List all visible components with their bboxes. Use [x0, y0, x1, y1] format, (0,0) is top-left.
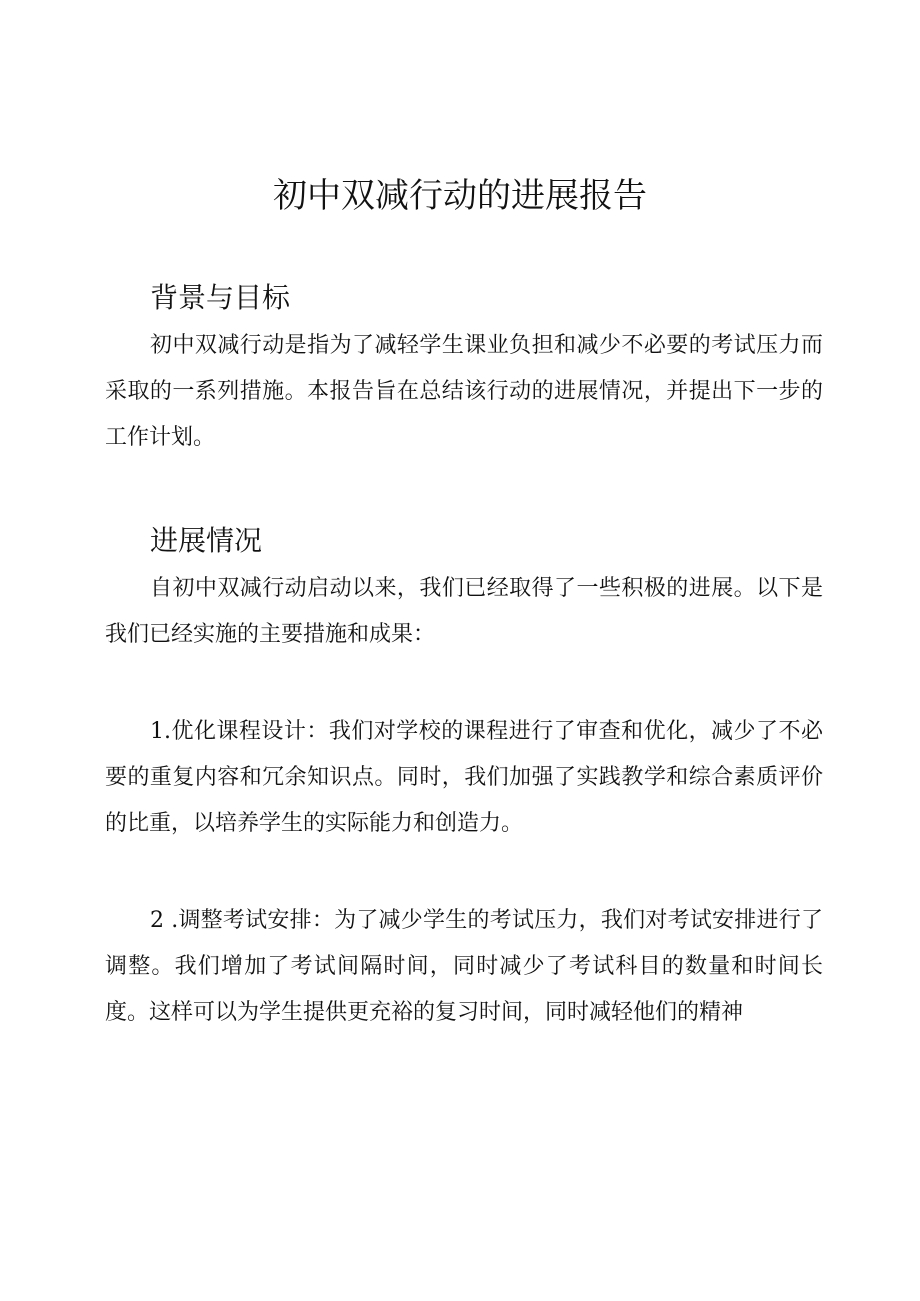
- paragraph-item-1: 1.优化课程设计：我们对学校的课程进行了审查和优化，减少了不必要的重复内容和冗余知识点。同时，我们加强了实践教学和综合素质评价的比重，以培养学生的实际能力和创造力。: [105, 719, 823, 836]
- paragraph-background: 初中双减行动是指为了减轻学生课业负担和减少不必要的考试压力而采取的一系列措施。本报告旨在总结该行动的进展情况，并提出下一步的工作计划。: [105, 333, 823, 450]
- paragraph-progress-intro: 自初中双减行动启动以来，我们已经取得了一些积极的进展。以下是我们已经实施的主要措施和成果：: [105, 576, 823, 647]
- document-title: 初中双减行动的进展报告: [273, 176, 647, 216]
- paragraph-item-2: 2 .调整考试安排：为了减少学生的考试压力，我们对考试安排进行了调整。我们增加了考试间隔时间，同时减少了考试科目的数量和时间长度。这样可以为学生提供更充裕的复习时间，同时减轻他们的精神: [105, 908, 823, 1025]
- section-heading-background: 背景与目标: [150, 281, 291, 314]
- section-heading-progress: 进展情况: [150, 524, 263, 557]
